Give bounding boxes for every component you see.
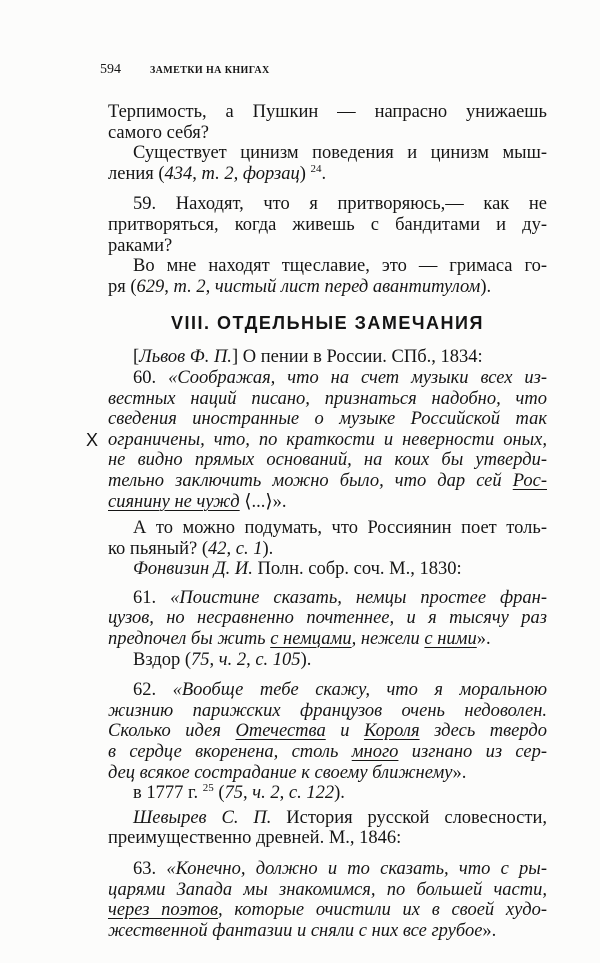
text-segment: ». [452,762,467,783]
paragraph [108,256,547,297]
text-segment: цузов, но несравненно почтеннее, и я тысячу раз [108,608,547,629]
text-segment: 60. [133,367,169,388]
text-segment: Сколько идея [108,721,236,742]
text-segment: сведения иностранные о музыке Российской так [108,409,547,430]
text-segment: ч. 2 [252,783,280,804]
note-63 [108,859,547,941]
text-line [108,559,547,580]
text-segment: 75 [224,783,244,804]
note-60 [86,367,548,512]
margin-cross-mark: X [86,429,99,450]
text-segment: 629 [136,276,165,297]
paragraph [108,143,547,184]
text-segment: вестных наций писано, признаться надобно, что [108,388,547,409]
text-segment: , [209,649,219,670]
text-line [108,721,547,742]
text-column [86,102,548,941]
text-segment: ). [300,649,312,670]
text-line [108,629,547,650]
text-segment: предпочел бы жить [108,629,271,650]
text-line [108,164,547,185]
text-line [108,123,547,144]
text-segment: здесь твердо [419,721,547,742]
text-line [108,650,547,671]
text-segment: с. 1 [235,538,263,559]
text-segment: 62. [133,680,173,701]
text-segment: А то можно подумать, что Россиянин поет толь- [133,518,547,539]
note-62 [108,680,547,783]
text-line [108,808,547,829]
text-segment: дец всякое сострадание к своему ближнему [108,762,453,783]
text-segment: 61. [133,587,171,608]
source-citation [108,347,547,368]
text-segment: Во мне находят тщеславие, это — гримаса го- [133,256,547,277]
text-segment: ). [262,538,274,559]
underlined-text: через поэтов [108,900,218,921]
text-line [108,701,547,722]
text-segment: с. 122 [288,783,335,804]
text-line [108,763,547,784]
text-segment: «Конечно, должно и то сказать, что с ры- [166,859,547,879]
text-line [108,143,547,164]
text-line [108,471,547,492]
text-line [108,194,547,215]
text-segment: в сердце вкоренена, столь [108,742,352,763]
text-line [108,859,547,880]
text-segment: ). [480,276,492,297]
text-segment: жественной фантазии и сняли с них все грубое [108,920,483,941]
text-segment: 42 [208,538,227,559]
text-segment: [ [133,347,140,368]
paragraph-continuation [108,102,547,143]
text-segment: т. 2, форзац [201,163,300,184]
text-segment: , [246,649,256,670]
text-segment: , [205,276,215,297]
text-segment: , [243,783,253,804]
comment [108,518,547,559]
text-line [108,608,547,629]
text-segment: Львов Ф. П. [139,347,232,368]
text-line [108,742,547,763]
text-line [108,277,547,298]
text-line [108,450,547,471]
text-segment: Шевырев С. П. [133,807,272,828]
text-segment: , [279,783,289,804]
text-line [108,783,547,804]
text-segment: ) [299,163,311,184]
note-59 [108,194,547,256]
text-line [108,921,547,942]
text-segment: Вздор ( [133,649,192,670]
page-number: 594 [100,62,121,77]
source-citation [108,559,547,580]
text-segment: 63. [133,859,167,879]
text-segment: , которые очистили их в своей худо- [218,900,548,921]
comment [108,783,547,804]
text-segment: ⟨...⟩». [239,491,287,512]
text-line [108,215,547,236]
text-segment: чистый лист перед авантитулом [214,276,481,297]
text-segment: самого себя? [108,122,209,143]
underlined-text: сиянину не чужд [108,491,240,512]
text-segment: царями Запада мы знакомимся, по большей части, [108,879,547,900]
text-line [108,539,547,560]
text-line [108,828,547,849]
text-segment: Фонвизин Д. И. [133,559,253,580]
underlined-text: с немцами [270,629,352,650]
text-segment: , [164,276,174,297]
underlined-text: Рос- [512,470,547,491]
text-segment: , [226,538,236,559]
text-segment: Полн. собр. соч. М., 1830: [252,559,462,580]
text-segment: «Поистине сказать, немцы простее фран- [170,587,548,608]
text-segment: ограничены, что, по краткости и неверности оных, [108,429,547,450]
footnote-ref: 24 [310,162,322,175]
text-line [108,518,547,539]
underlined-text: много [351,742,399,763]
text-line [108,680,547,701]
text-segment: 434 [164,163,193,184]
text-line [108,409,547,430]
text-line [108,492,547,513]
text-segment: ко пьяный? ( [108,538,208,559]
text-segment: и [325,721,365,742]
text-segment: , [192,163,202,184]
text-segment: Терпимость, а Пушкин — напрасно унижаешь [108,102,547,122]
text-segment: ». [482,920,497,941]
comment [108,650,547,671]
running-title: ЗАМЕТКИ НА КНИГАХ [150,65,270,76]
text-segment: . [321,163,327,184]
text-segment: тельно заключить можно было, что дар сей [108,470,513,491]
text-line [108,102,547,123]
text-segment: с. 105 [255,649,301,670]
text-segment: , нежели [351,629,425,650]
section-heading: VIII. ОТДЕЛЬНЫЕ ЗАМЕЧАНИЯ [171,313,484,334]
source-citation [108,808,547,849]
text-segment: 59. Находят, что я притворяюсь,— как не [133,194,547,215]
text-segment: ря ( [108,276,137,297]
text-segment: притворяться, когда живешь с бандитами и ду- [108,214,547,235]
text-segment: преимущественно древней. М., 1846: [108,828,402,849]
text-segment: ). [334,783,345,804]
text-segment: т. 2 [173,276,206,297]
text-segment: ч. 2 [218,649,247,670]
underlined-text: с ними [424,629,477,650]
text-segment: в 1777 г. [133,783,203,804]
text-line [108,880,547,901]
underlined-text: Короля [364,721,420,742]
text-line [108,256,547,277]
text-segment: раками? [108,235,173,256]
underlined-text: Отечества [235,721,326,742]
text-line [108,900,547,921]
text-segment: История русской словесности, [271,807,547,828]
text-segment: ». [476,629,491,650]
text-line [108,588,547,609]
text-segment: «Вообще тебе скажу, что я моральною [172,680,548,701]
text-line [108,347,547,368]
text-segment: изгнано из сер- [398,742,547,763]
text-segment: Существует цинизм поведения и цинизм мыш- [133,143,547,164]
text-segment: «Соображая, что на счет музыки всех из- [168,367,548,388]
text-segment: 75 [191,649,210,670]
text-segment: ления ( [108,163,165,184]
text-line [108,389,547,410]
text-line [108,430,547,451]
text-segment: жизнию парижских французов очень недоволен. [108,700,547,721]
text-segment: ] О пении в России. СПб., 1834: [231,347,483,368]
text-segment: не видно прямых оснований, на коих бы утверди- [108,450,547,471]
text-line [108,368,547,389]
note-61 [108,588,547,650]
footnote-ref: 25 [202,782,214,795]
text-segment: ( [213,783,225,804]
text-line [108,236,547,257]
